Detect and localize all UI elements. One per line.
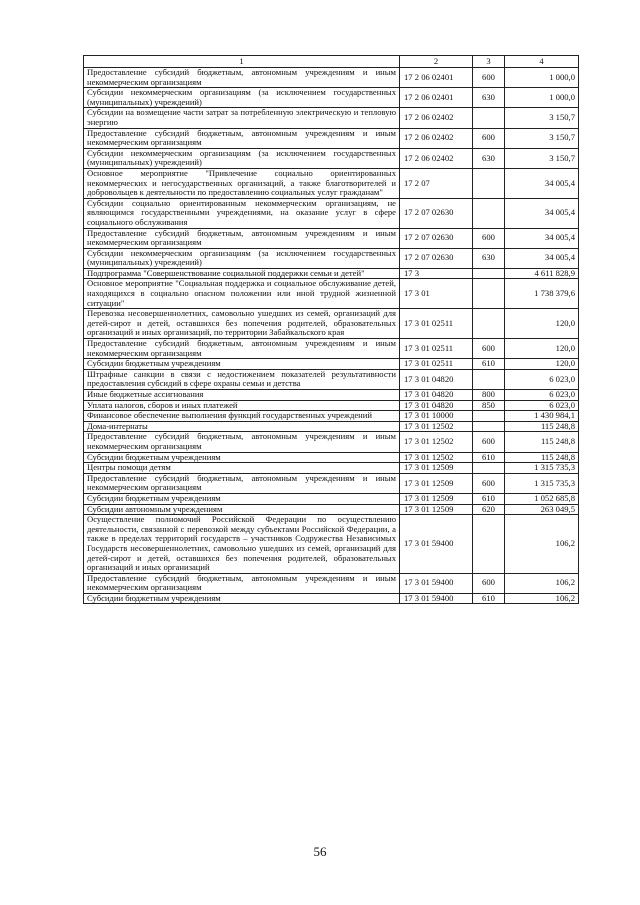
row-sum-cell: 4 611 828,9 xyxy=(505,268,579,279)
row-name-cell: Уплата налогов, сборов и иных платежей xyxy=(84,400,400,411)
row-expense-type-cell: 850 xyxy=(473,400,505,411)
row-expense-type-cell xyxy=(473,421,505,432)
table-row xyxy=(84,515,579,574)
row-sum-cell: 3 150,7 xyxy=(505,128,579,148)
row-expense-type-cell xyxy=(473,108,505,128)
row-name-cell: Основное мероприятие "Социальная поддержка и социальное обслуживание детей, находящихся в социально опасном положении или иной трудной жизненной ситуации" xyxy=(84,279,400,309)
row-sum-cell: 6 023,0 xyxy=(505,400,579,411)
row-code-cell: 17 2 06 02402 xyxy=(400,148,473,168)
table-row xyxy=(84,369,579,389)
table-row xyxy=(84,268,579,279)
row-code-cell: 17 3 01 12509 xyxy=(400,493,473,504)
page-number: 56 xyxy=(313,844,327,859)
table-row xyxy=(84,504,579,515)
table-row xyxy=(84,463,579,474)
table-row xyxy=(84,198,579,228)
row-sum-cell: 106,2 xyxy=(505,593,579,604)
column-header-code: 2 xyxy=(400,56,473,68)
row-code-cell: 17 3 01 04820 xyxy=(400,400,473,411)
row-sum-cell: 34 005,4 xyxy=(505,168,579,198)
row-expense-type-cell: 600 xyxy=(473,339,505,359)
row-code-cell: 17 3 01 59400 xyxy=(400,573,473,593)
row-code-cell: 17 2 06 02402 xyxy=(400,128,473,148)
row-name-cell: Основное мероприятие "Привлечение социально ориентированных некоммерческих и негосударственных организаций, а также благотворителей и добровольцев к деятельности по предоставлению социальных услуг гражданам" xyxy=(84,168,400,198)
table-row xyxy=(84,390,579,401)
table-row xyxy=(84,279,579,309)
table-row xyxy=(84,359,579,370)
row-name-cell: Предоставление субсидий бюджетным, автономным учреждениям и иным некоммерческим организациям xyxy=(84,432,400,452)
row-code-cell: 17 3 01 12502 xyxy=(400,452,473,463)
row-sum-cell: 1 430 984,1 xyxy=(505,411,579,422)
row-sum-cell: 34 005,4 xyxy=(505,228,579,248)
row-code-cell: 17 3 01 04820 xyxy=(400,369,473,389)
row-name-cell: Предоставление субсидий бюджетным, автономным учреждениям и иным некоммерческим организациям xyxy=(84,128,400,148)
row-name-cell: Субсидии некоммерческим организациям (за исключением государственных (муниципальных) учреждений) xyxy=(84,88,400,108)
row-code-cell: 17 3 xyxy=(400,268,473,279)
row-code-cell: 17 3 01 59400 xyxy=(400,515,473,574)
row-code-cell: 17 3 01 12509 xyxy=(400,463,473,474)
row-name-cell: Предоставление субсидий бюджетным, автономным учреждениям и иным некоммерческим организациям xyxy=(84,68,400,88)
row-name-cell: Предоставление субсидий бюджетным, автономным учреждениям и иным некоммерческим организациям xyxy=(84,339,400,359)
table-header-row xyxy=(84,56,579,68)
row-name-cell: Субсидии бюджетным учреждениям xyxy=(84,359,400,370)
row-expense-type-cell xyxy=(473,168,505,198)
row-name-cell: Иные бюджетные ассигнования xyxy=(84,390,400,401)
row-expense-type-cell xyxy=(473,411,505,422)
table-row xyxy=(84,68,579,88)
table-row xyxy=(84,452,579,463)
table-row xyxy=(84,432,579,452)
table-row xyxy=(84,421,579,432)
row-sum-cell: 3 150,7 xyxy=(505,108,579,128)
row-sum-cell: 120,0 xyxy=(505,339,579,359)
row-sum-cell: 106,2 xyxy=(505,515,579,574)
row-code-cell: 17 3 01 02511 xyxy=(400,359,473,370)
row-sum-cell: 106,2 xyxy=(505,573,579,593)
table-row xyxy=(84,411,579,422)
column-header-expense-type: 3 xyxy=(473,56,505,68)
row-expense-type-cell: 630 xyxy=(473,248,505,268)
table-row xyxy=(84,473,579,493)
row-expense-type-cell: 800 xyxy=(473,390,505,401)
row-name-cell: Осуществление полномочий Российской Федерации по осуществлению деятельности, связанной с перевозкой между субъектами Российской Федерации, а также в пределах территорий государств – участников Содружества Независимых Государств несовершеннолетних, самовольно ушедших из семей, организаций для детей-сирот и детей, оставшихся без попечения родителей, образовательных организаций и иных организаций xyxy=(84,515,400,574)
row-sum-cell: 1 000,0 xyxy=(505,68,579,88)
row-code-cell: 17 2 07 02630 xyxy=(400,248,473,268)
row-sum-cell: 34 005,4 xyxy=(505,248,579,268)
row-name-cell: Штрафные санкции в связи с недостижением показателей результативности предоставления субсидий в сфере охраны семьи и детства xyxy=(84,369,400,389)
row-name-cell: Субсидии на возмещение части затрат за потребленную электрическую и тепловую энергию xyxy=(84,108,400,128)
table-row xyxy=(84,88,579,108)
row-name-cell: Субсидии некоммерческим организациям (за исключением государственных (муниципальных) учреждений) xyxy=(84,148,400,168)
row-expense-type-cell: 610 xyxy=(473,452,505,463)
row-expense-type-cell: 600 xyxy=(473,432,505,452)
row-expense-type-cell: 610 xyxy=(473,359,505,370)
column-header-sum: 4 xyxy=(505,56,579,68)
row-sum-cell: 1 315 735,3 xyxy=(505,463,579,474)
table-row xyxy=(84,168,579,198)
row-code-cell: 17 3 01 02511 xyxy=(400,339,473,359)
table-row xyxy=(84,128,579,148)
row-sum-cell: 115 248,8 xyxy=(505,452,579,463)
row-expense-type-cell: 600 xyxy=(473,128,505,148)
row-name-cell: Подпрограмма "Совершенствование социальной поддержки семьи и детей" xyxy=(84,268,400,279)
row-expense-type-cell xyxy=(473,198,505,228)
row-name-cell: Предоставление субсидий бюджетным, автономным учреждениям и иным некоммерческим организациям xyxy=(84,573,400,593)
row-sum-cell: 1 000,0 xyxy=(505,88,579,108)
budget-table xyxy=(83,55,579,604)
row-expense-type-cell xyxy=(473,515,505,574)
row-name-cell: Субсидии бюджетным учреждениям xyxy=(84,593,400,604)
row-code-cell: 17 2 07 xyxy=(400,168,473,198)
column-header-name: 1 xyxy=(84,56,400,68)
row-code-cell: 17 3 01 10000 xyxy=(400,411,473,422)
row-name-cell: Субсидии бюджетным учреждениям xyxy=(84,493,400,504)
table-row xyxy=(84,493,579,504)
row-expense-type-cell xyxy=(473,279,505,309)
row-code-cell: 17 2 07 02630 xyxy=(400,228,473,248)
row-expense-type-cell: 610 xyxy=(473,493,505,504)
row-sum-cell: 6 023,0 xyxy=(505,390,579,401)
table-row xyxy=(84,248,579,268)
row-code-cell: 17 2 06 02402 xyxy=(400,108,473,128)
row-name-cell: Финансовое обеспечение выполнения функций государственных учреждений xyxy=(84,411,400,422)
row-expense-type-cell: 630 xyxy=(473,148,505,168)
row-sum-cell: 263 049,5 xyxy=(505,504,579,515)
row-name-cell: Перевозка несовершеннолетних, самовольно ушедших из семей, организаций для детей-сирот и детей, оставшихся без попечения родителей, образовательных организаций и иных организаций, по территории Забайкальского края xyxy=(84,309,400,339)
table-row xyxy=(84,108,579,128)
row-code-cell: 17 2 07 02630 xyxy=(400,198,473,228)
row-expense-type-cell xyxy=(473,309,505,339)
row-sum-cell: 115 248,8 xyxy=(505,421,579,432)
row-code-cell: 17 3 01 12502 xyxy=(400,421,473,432)
row-sum-cell: 1 738 379,6 xyxy=(505,279,579,309)
row-expense-type-cell: 600 xyxy=(473,473,505,493)
row-sum-cell: 1 315 735,3 xyxy=(505,473,579,493)
row-code-cell: 17 3 01 59400 xyxy=(400,593,473,604)
row-code-cell: 17 3 01 xyxy=(400,279,473,309)
row-expense-type-cell: 600 xyxy=(473,573,505,593)
row-name-cell: Предоставление субсидий бюджетным, автономным учреждениям и иным некоммерческим организациям xyxy=(84,228,400,248)
row-name-cell: Предоставление субсидий бюджетным, автономным учреждениям и иным некоммерческим организациям xyxy=(84,473,400,493)
row-code-cell: 17 2 06 02401 xyxy=(400,88,473,108)
row-name-cell: Субсидии социально ориентированным некоммерческим организациям, не являющимся государственными учреждениями, на оказание услуг в сфере социального обслуживания xyxy=(84,198,400,228)
row-sum-cell: 120,0 xyxy=(505,309,579,339)
row-sum-cell: 3 150,7 xyxy=(505,148,579,168)
row-code-cell: 17 3 01 04820 xyxy=(400,390,473,401)
row-code-cell: 17 3 01 12509 xyxy=(400,504,473,515)
row-code-cell: 17 2 06 02401 xyxy=(400,68,473,88)
row-sum-cell: 120,0 xyxy=(505,359,579,370)
row-expense-type-cell xyxy=(473,463,505,474)
row-name-cell: Дома-интернаты xyxy=(84,421,400,432)
row-expense-type-cell: 610 xyxy=(473,593,505,604)
row-name-cell: Субсидии некоммерческим организациям (за исключением государственных (муниципальных) учреждений) xyxy=(84,248,400,268)
table-row xyxy=(84,400,579,411)
row-name-cell: Субсидии автономным учреждениям xyxy=(84,504,400,515)
row-sum-cell: 1 052 685,8 xyxy=(505,493,579,504)
row-expense-type-cell xyxy=(473,268,505,279)
table-row xyxy=(84,309,579,339)
row-expense-type-cell: 600 xyxy=(473,68,505,88)
table-row xyxy=(84,228,579,248)
row-code-cell: 17 3 01 12509 xyxy=(400,473,473,493)
row-code-cell: 17 3 01 12502 xyxy=(400,432,473,452)
row-code-cell: 17 3 01 02511 xyxy=(400,309,473,339)
row-sum-cell: 34 005,4 xyxy=(505,198,579,228)
row-sum-cell: 115 248,8 xyxy=(505,432,579,452)
row-name-cell: Центры помощи детям xyxy=(84,463,400,474)
row-expense-type-cell: 630 xyxy=(473,88,505,108)
table-body xyxy=(84,68,579,604)
table-row xyxy=(84,573,579,593)
row-expense-type-cell: 620 xyxy=(473,504,505,515)
table-row xyxy=(84,148,579,168)
row-expense-type-cell: 600 xyxy=(473,228,505,248)
table-row xyxy=(84,593,579,604)
row-name-cell: Субсидии бюджетным учреждениям xyxy=(84,452,400,463)
table-row xyxy=(84,339,579,359)
row-sum-cell: 6 023,0 xyxy=(505,369,579,389)
row-expense-type-cell xyxy=(473,369,505,389)
